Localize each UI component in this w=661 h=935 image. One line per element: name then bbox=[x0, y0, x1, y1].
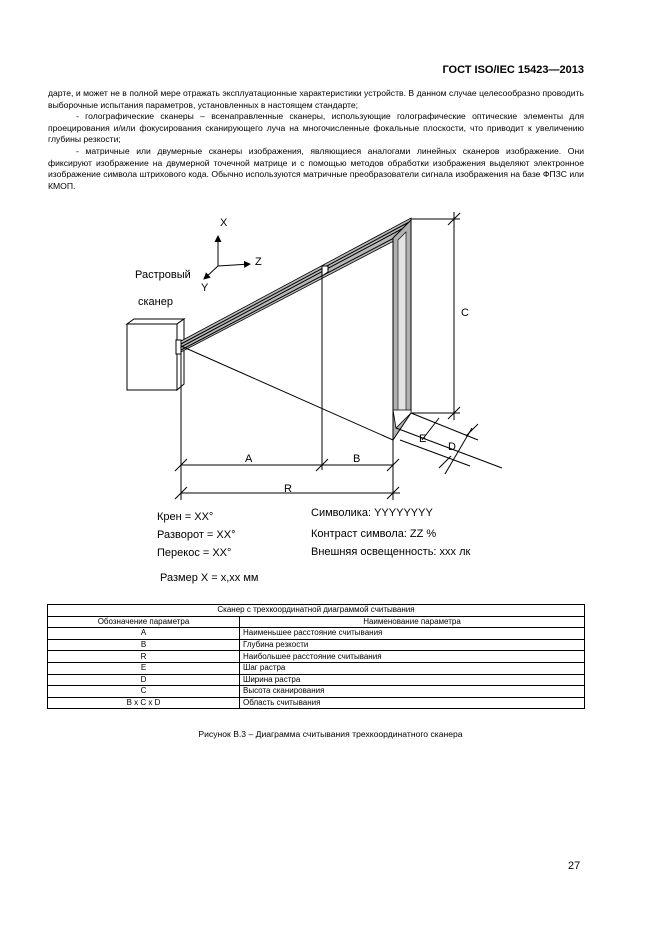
scan-beam bbox=[181, 218, 411, 440]
scan-area-prism bbox=[393, 220, 411, 440]
axis-z-label: Z bbox=[255, 256, 262, 268]
param-name: Наименьшее расстояние считывания bbox=[240, 628, 585, 640]
axis-y-label: Y bbox=[201, 282, 209, 294]
paragraph-1: дарте, и может не в полной мере отражать эксплуатационные характеристики устройств. В данном случае целесообразно проводить выборочные испытания параметров, установленных в настоящем стандарте; bbox=[48, 88, 584, 110]
paragraph-3: - матричные или двумерные сканеры изображения, являющиеся аналогами линейных сканеров изображение. Они фиксируют изображение на двумерной точечной матрице и с помощью методов обработки изображения выделяют электронное изображение символа штрихового кода. Обычно используются матричные преобразователи сигнала изображения на базе ФПЗС или КМОП. bbox=[48, 145, 584, 191]
scanner-label-line1: Растровый bbox=[135, 269, 191, 281]
param-name: Ширина растра bbox=[240, 674, 585, 686]
param-code: C bbox=[48, 686, 240, 698]
table-row bbox=[48, 651, 585, 663]
y-axis-arrow bbox=[204, 266, 218, 279]
param-name: Шаг растра bbox=[240, 662, 585, 674]
document-header: ГОСТ ISO/IEC 15423—2013 bbox=[442, 64, 584, 76]
roll-value: Крен = XX° bbox=[157, 511, 214, 523]
param-code: D bbox=[48, 674, 240, 686]
dimension-lines bbox=[175, 212, 502, 500]
table-row bbox=[48, 639, 585, 651]
table-row bbox=[48, 686, 585, 698]
table-row bbox=[48, 628, 585, 640]
col-header-name: Наименование параметра bbox=[240, 616, 585, 628]
param-name: Глубина резкости bbox=[240, 639, 585, 651]
paragraph-2: - голографические сканеры – всенаправленные сканеры, использующие голографические оптические элементы для проецирования и/или фокусирования сканирующего луча на многочисленные фокальные плоскости, что приводит к увеличению глубины резкости; bbox=[48, 111, 584, 145]
symbology-value: Символика: YYYYYYYY bbox=[311, 507, 433, 519]
z-axis-arrow bbox=[218, 264, 250, 266]
table-row bbox=[48, 697, 585, 709]
param-name: Область считывания bbox=[240, 697, 585, 709]
scanner-label-line2: сканер bbox=[138, 296, 173, 308]
table-row bbox=[48, 674, 585, 686]
param-code: R bbox=[48, 651, 240, 663]
dim-e-label: E bbox=[419, 433, 427, 445]
illumination-value: Внешняя освещенность: xxx лк bbox=[311, 546, 471, 558]
param-code: B bbox=[48, 639, 240, 651]
col-header-code: Обозначение параметра bbox=[48, 616, 240, 628]
param-name: Высота сканирования bbox=[240, 686, 585, 698]
scanner-box bbox=[127, 319, 184, 390]
skew-value: Перекос = XX° bbox=[157, 547, 232, 559]
axis-x-label: X bbox=[220, 217, 228, 229]
table-caption-row bbox=[48, 605, 585, 617]
dim-d-label: D bbox=[448, 441, 456, 453]
contrast-value: Контраст символа: ZZ % bbox=[311, 528, 437, 540]
axis-gizmo bbox=[204, 236, 250, 279]
dim-r-label: R bbox=[284, 483, 292, 495]
pitch-value: Разворот = XX° bbox=[157, 529, 236, 541]
dim-a-label: A bbox=[245, 453, 253, 465]
dim-b-label: B bbox=[353, 453, 361, 465]
table-row bbox=[48, 662, 585, 674]
dim-c-label: C bbox=[461, 307, 469, 319]
page-number: 27 bbox=[568, 860, 581, 872]
parameters-table bbox=[47, 604, 585, 709]
param-code: A bbox=[48, 628, 240, 640]
param-code: B x C x D bbox=[48, 697, 240, 709]
figure-caption: Рисунок В.3 – Диаграмма считывания трехкоординатного сканера bbox=[198, 729, 463, 739]
param-code: E bbox=[48, 662, 240, 674]
x-size-value: Размер X = x,xx мм bbox=[160, 572, 259, 584]
table-header-row bbox=[48, 616, 585, 628]
param-name: Наибольшее расстояние считывания bbox=[240, 651, 585, 663]
table-caption: Сканер с трехкоординатной диаграммой считывания bbox=[48, 605, 585, 617]
